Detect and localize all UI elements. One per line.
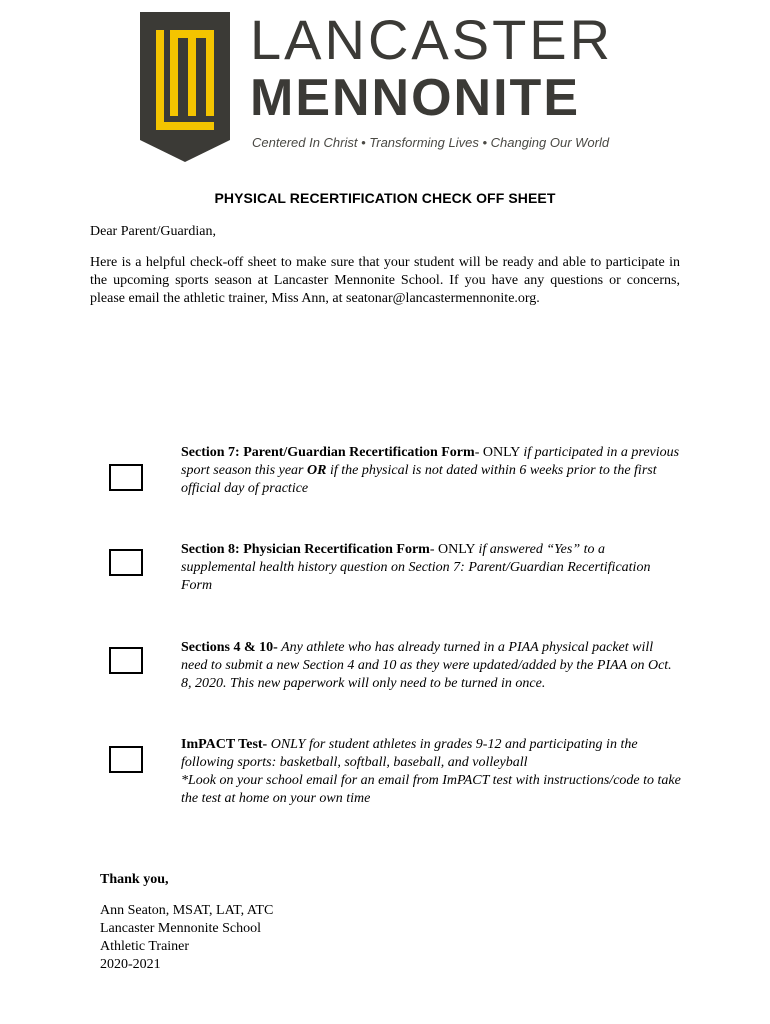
checklist-item-text [181,444,681,498]
signature-block [100,902,273,974]
school-logo [140,12,230,162]
logo-tagline: Centered In Christ • Transforming Lives • Changing Our World [252,135,610,150]
checkbox[interactable] [109,647,143,674]
item-heading: Section 8: Physician Recertification Form [181,542,430,557]
intro-paragraph: Here is a helpful check-off sheet to make sure that your student will be ready and able to participate in the upcoming sports season at Lancaster Mennonite School. If you have any questions or concerns, please email the athletic trainer, Miss Ann, at seatonar@lancastermennonite.org. [90,255,680,306]
item-text-italic: if participated in a previous sport season this year [181,445,680,478]
item-text-note: *Look on your school email for an email from ImPACT test with instructions/code to take the test at home on your own time [181,773,681,806]
item-heading: Section 7: Parent/Guardian Recertification Form [181,445,475,460]
item-text-italic: if the physical is not dated within 6 weeks prior to the first official day of practice [181,463,657,496]
checklist-item-text [181,541,681,595]
item-heading: Sections 4 & 10- [181,640,278,655]
document-title: PHYSICAL RECERTIFICATION CHECK OFF SHEET [214,190,556,206]
signature-school: Lancaster Mennonite School [100,921,261,936]
item-text-emphasis: OR [307,463,327,478]
signature-year: 2020-2021 [100,957,161,972]
checkbox[interactable] [109,746,143,773]
closing-thanks: Thank you, [100,872,169,887]
signature-name: Ann Seaton, MSAT, LAT, ATC [100,903,274,918]
logo-wordmark-line1: LANCASTER [250,8,614,71]
item-text-italic: ONLY for student athletes in grades 9-12 and participating in the following sports: basketball, softball, baseball, and volleyball [181,737,638,770]
item-text-italic: if answered “Yes” to a supplemental health history question on Section 7: Parent/Guardian Recertification Form [181,542,651,593]
item-text-plain: - ONLY [474,445,524,460]
checklist-item-text [181,639,681,693]
checkbox[interactable] [109,549,143,576]
checklist-item-text [181,736,681,808]
item-text-italic: Any athlete who has already turned in a PIAA physical packet will need to submit a new Section 4 and 10 as they were updated/added by the PIAA on Oct. 8, 2020. This new paperwork will only need to be turned in once. [181,640,672,691]
signature-role: Athletic Trainer [100,939,190,954]
item-text-plain: - ONLY [429,542,479,557]
item-heading: ImPACT Test- [181,737,268,752]
checkbox[interactable] [109,464,143,491]
logo-wordmark-line2: MENNONITE [250,69,580,127]
salutation: Dear Parent/Guardian, [90,224,216,239]
